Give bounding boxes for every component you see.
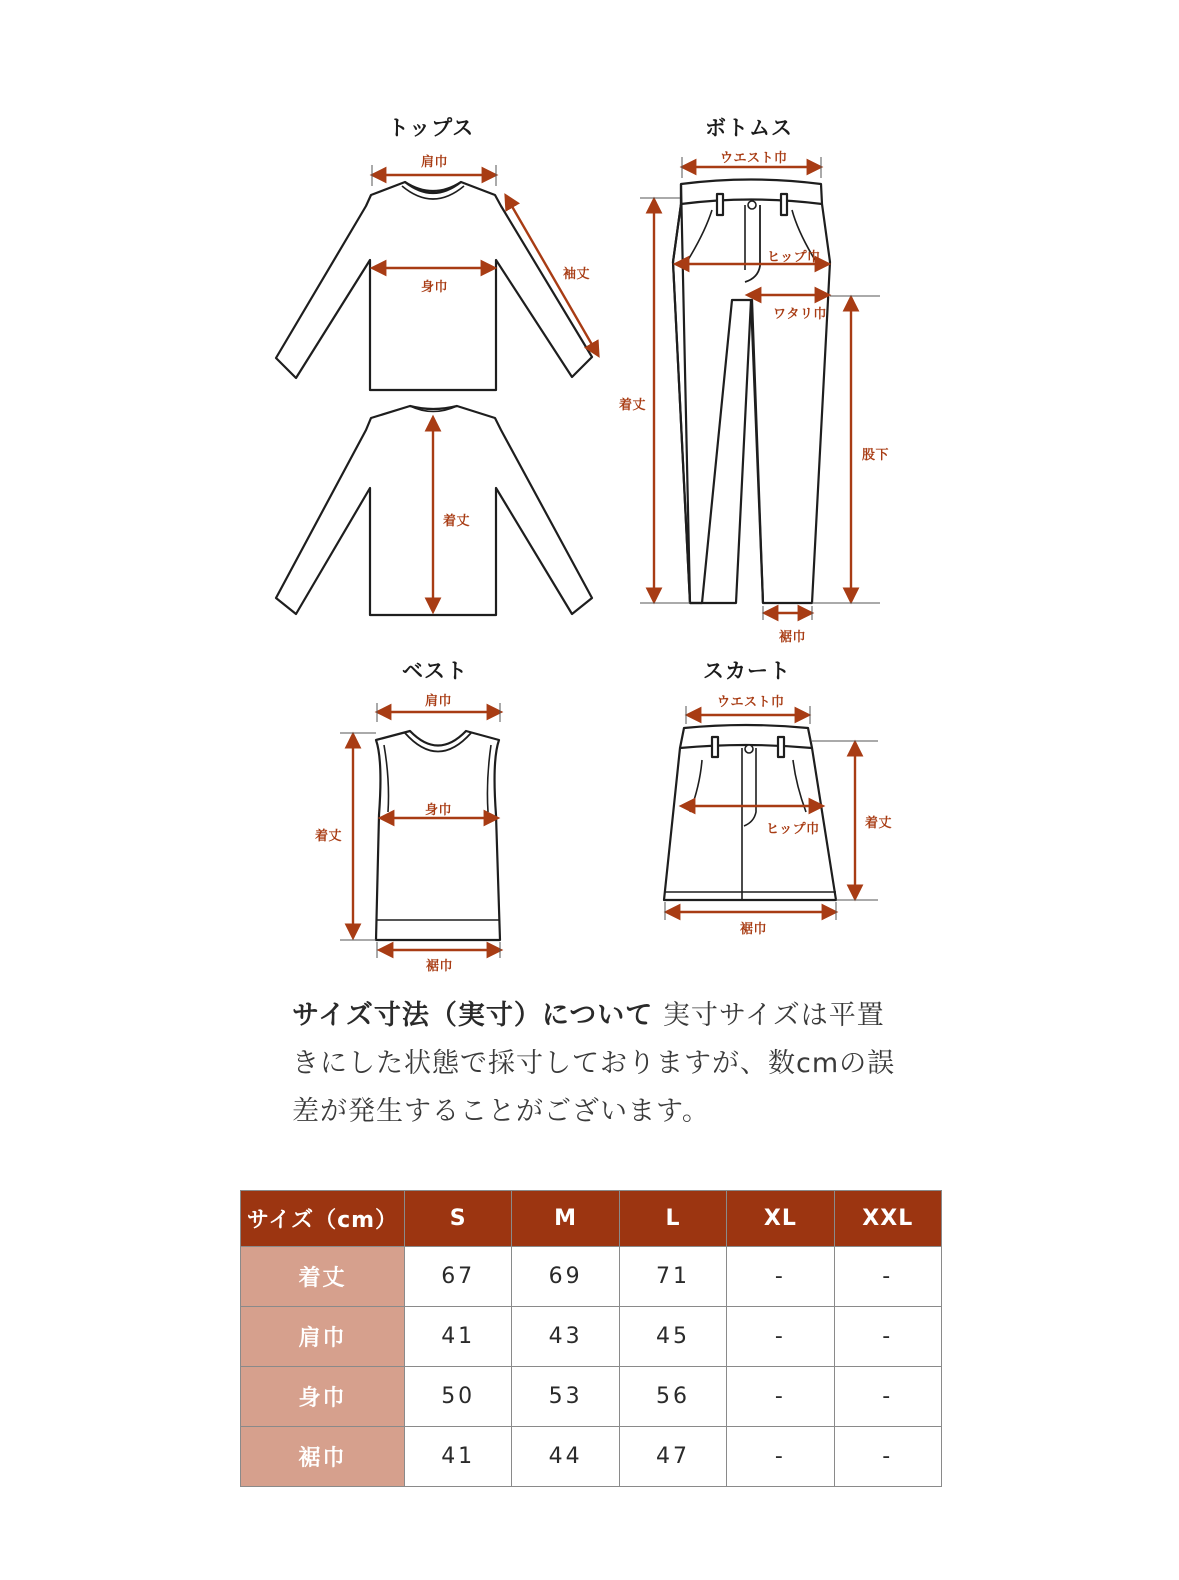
table-cell: - bbox=[727, 1427, 834, 1487]
tops-length-label: 着丈 bbox=[443, 514, 471, 529]
size-header-label: サイズ（cm） bbox=[241, 1191, 405, 1247]
size-header-xxl: XXL bbox=[834, 1191, 941, 1247]
row-header-hem: 裾巾 bbox=[241, 1427, 405, 1487]
skirt-waist-label: ウエスト巾 bbox=[717, 695, 785, 710]
size-table bbox=[240, 1190, 942, 1487]
bottoms-waist-label: ウエスト巾 bbox=[720, 151, 788, 166]
table-cell: 67 bbox=[405, 1247, 512, 1307]
skirt-length-label: 着丈 bbox=[865, 816, 893, 831]
size-note bbox=[292, 992, 902, 1136]
skirt-illustration bbox=[664, 725, 836, 900]
table-cell: 56 bbox=[619, 1367, 726, 1427]
table-cell: 71 bbox=[619, 1247, 726, 1307]
vest-title: ベスト bbox=[402, 659, 468, 683]
tops-shoulder-label: 肩巾 bbox=[421, 155, 449, 170]
skirt-hem-label: 裾巾 bbox=[740, 922, 768, 937]
skirt-hip-label: ヒップ巾 bbox=[766, 822, 820, 837]
table-row bbox=[241, 1427, 942, 1487]
vest-hem-label: 裾巾 bbox=[426, 959, 454, 974]
table-cell: - bbox=[834, 1247, 941, 1307]
vest-shoulder-label: 肩巾 bbox=[425, 694, 453, 709]
table-row bbox=[241, 1367, 942, 1427]
tops-sleeve-label: 袖丈 bbox=[563, 267, 591, 282]
table-cell: - bbox=[727, 1247, 834, 1307]
table-cell: 47 bbox=[619, 1427, 726, 1487]
table-cell: - bbox=[834, 1367, 941, 1427]
bottoms-title: ボトムス bbox=[705, 116, 793, 140]
size-note-heading: サイズ寸法（実寸）について bbox=[292, 1000, 654, 1031]
vest-illustration bbox=[376, 731, 500, 940]
size-header-s: S bbox=[405, 1191, 512, 1247]
table-cell: 53 bbox=[512, 1367, 619, 1427]
bottoms-thigh-label: ワタリ巾 bbox=[773, 307, 827, 322]
bottoms-inseam-label: 股下 bbox=[862, 448, 890, 463]
size-header-m: M bbox=[512, 1191, 619, 1247]
table-row bbox=[241, 1247, 942, 1307]
size-header-xl: XL bbox=[727, 1191, 834, 1247]
bottoms-hem-label: 裾巾 bbox=[779, 630, 807, 645]
table-cell: - bbox=[727, 1367, 834, 1427]
table-cell: 44 bbox=[512, 1427, 619, 1487]
bottoms-length-label: 着丈 bbox=[619, 398, 647, 413]
vest-length-label: 着丈 bbox=[315, 829, 343, 844]
pants-illustration bbox=[673, 180, 830, 604]
table-cell: - bbox=[834, 1427, 941, 1487]
table-row bbox=[241, 1307, 942, 1367]
size-note-body: 実寸サイズは平置きにした状態で採寸しておりますが、数cmの誤差が発生することがございます。 bbox=[292, 1000, 896, 1127]
tops-title: トップス bbox=[387, 116, 475, 140]
table-cell: 45 bbox=[619, 1307, 726, 1367]
row-header-shoulder: 肩巾 bbox=[241, 1307, 405, 1367]
table-cell: 41 bbox=[405, 1307, 512, 1367]
table-cell: - bbox=[834, 1307, 941, 1367]
skirt-title: スカート bbox=[703, 659, 791, 683]
table-cell: - bbox=[727, 1307, 834, 1367]
table-cell: 41 bbox=[405, 1427, 512, 1487]
row-header-body: 身巾 bbox=[241, 1367, 405, 1427]
table-cell: 43 bbox=[512, 1307, 619, 1367]
tops-body-label: 身巾 bbox=[421, 280, 449, 295]
bottoms-hip-label: ヒップ巾 bbox=[767, 250, 821, 265]
size-table-header-row bbox=[241, 1191, 942, 1247]
row-header-length: 着丈 bbox=[241, 1247, 405, 1307]
table-cell: 50 bbox=[405, 1367, 512, 1427]
vest-body-label: 身巾 bbox=[425, 803, 453, 818]
size-header-l: L bbox=[619, 1191, 726, 1247]
table-cell: 69 bbox=[512, 1247, 619, 1307]
